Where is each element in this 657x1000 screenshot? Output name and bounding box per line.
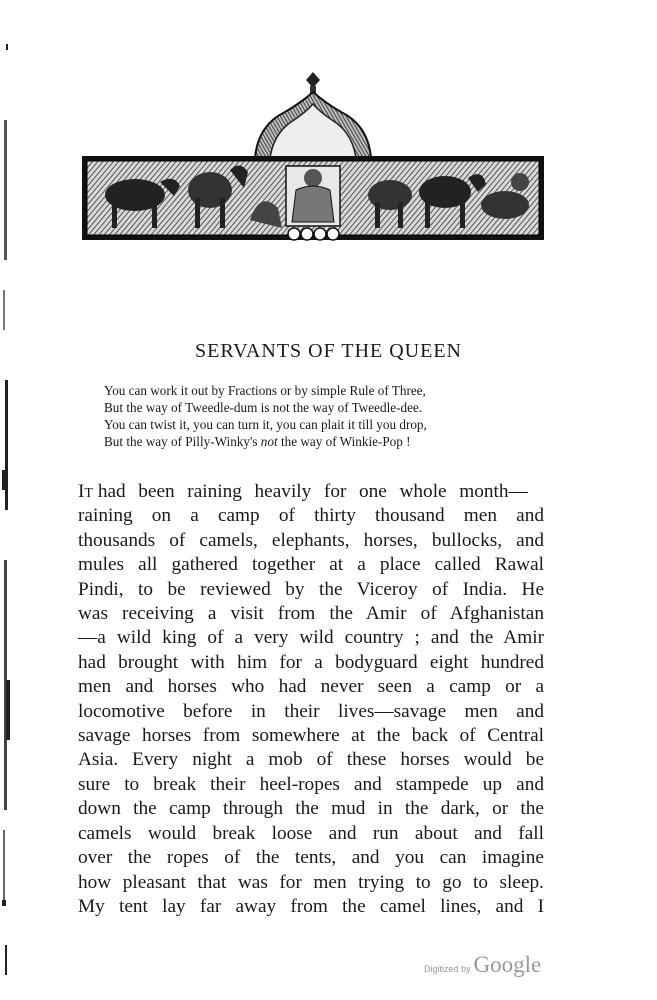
body-line: down the camp through the mud in the dark, or the [78, 798, 544, 820]
body-line: raining on a camp of thirty thousand men and [78, 505, 544, 527]
body-line: —a wild king of a very wild country ; and the Amir [78, 627, 544, 649]
body-line: sure to break their heel-ropes and stampede up and [78, 773, 544, 795]
body-line: over the ropes of the tents, and you can imagine [78, 847, 544, 869]
body-line: how pleasant that was for men trying to go to sleep. [78, 871, 544, 893]
chapter-title: SERVANTS OF THE QUEEN [194, 340, 462, 362]
epigraph [104, 382, 544, 450]
body-line: mules all gathered together at a place called Rawal [78, 554, 544, 576]
body-line: locomotive before in their lives—savage men and [78, 700, 544, 722]
body-line: had brought with him for a bodyguard eight hundred [78, 651, 544, 673]
body-line: Asia. Every night a mob of these horses would be [78, 749, 544, 771]
body-line: My tent lay far away from the camel lines, and I [78, 895, 544, 917]
watermark-brand: Google [473, 952, 542, 977]
body-line: It had been raining heavily for one whole month— [78, 480, 544, 504]
epigraph-line: You can work it out by Fractions or by simple Rule of Three, [104, 383, 426, 398]
epigraph-line: But the way of Tweedle-dum is not the way of Tweedle-dee. [104, 400, 423, 415]
page-edge-marks [0, 0, 14, 1000]
epigraph-line: You can twist it, you can turn it, you can plait it till you drop, [104, 417, 427, 432]
body-line: savage horses from somewhere at the back of Central [78, 725, 544, 747]
body-line: Pindi, to be reviewed by the Viceroy of India. He [78, 578, 544, 600]
digitized-watermark [424, 952, 541, 978]
epigraph-line: But the way of Pilly-Winky's not the way of Winkie-Pop ! [104, 434, 411, 449]
watermark-prefix: Digitized by [424, 964, 471, 974]
body-line: camels would break loose and run about and fall [78, 822, 544, 844]
ornamental-headpiece-icon [80, 70, 546, 242]
drop-cap: It [78, 481, 93, 502]
body-line: thousands of camels, elephants, horses, bullocks, and [78, 529, 544, 551]
body-text [78, 480, 544, 919]
body-line: was receiving a visit from the Amir of Afghanistan [78, 603, 544, 625]
body-line: men and horses who had never seen a camp or a [78, 676, 544, 698]
